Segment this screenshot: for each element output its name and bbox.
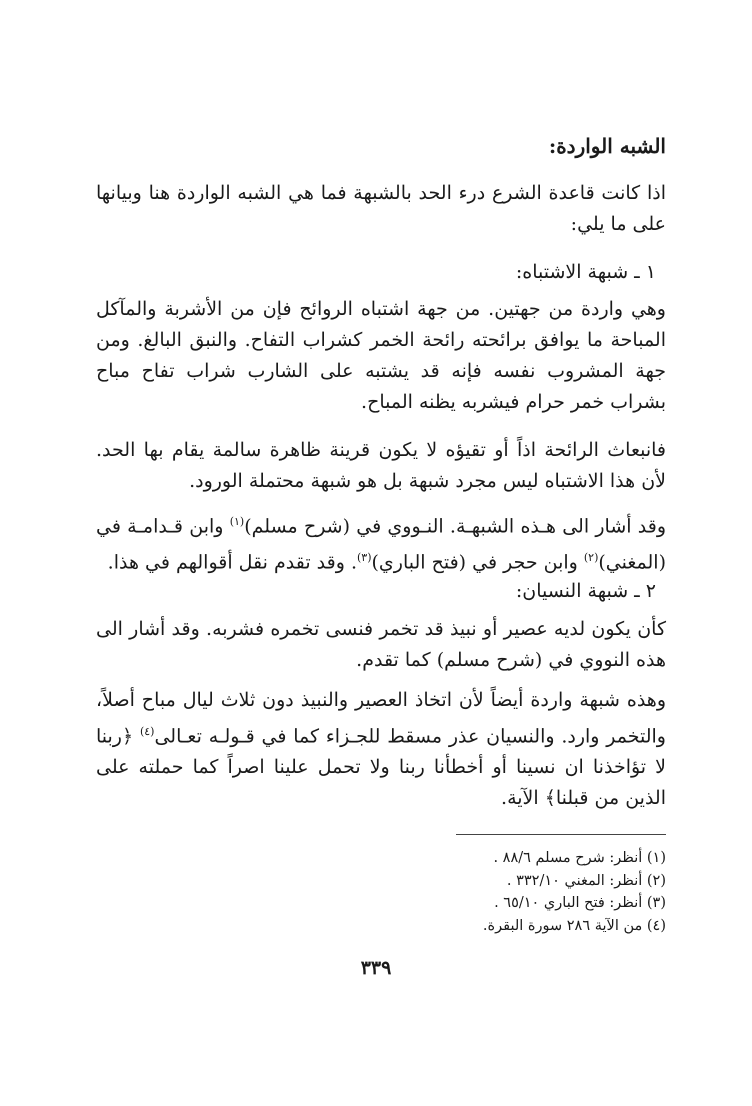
item1-paragraph-3-text-c: وابن حجر في (فتح الباري) — [371, 551, 584, 574]
footnote-3: (٣) أنظر: فتح الباري ٦٥/١٠ . — [494, 895, 666, 911]
intro-paragraph: اذا كانت قاعدة الشرع درء الحد بالشبهة فما هي الشبه الواردة هنا وبيانها على ما يلي: — [96, 182, 666, 235]
footnotes — [483, 847, 666, 937]
item1-paragraph-3 — [96, 506, 666, 579]
item2-paragraph-2-text-a: وهذه شبهة واردة أيضاً لأن اتخاذ العصير والنبيذ دون ثلاث ليال مباح أصلاً، والتخمر وارد. والنسيان عذر مسقط للجـزاء كما في قـولـه تعـالى — [96, 689, 666, 748]
item1-title: ١ ـ شبهة الاشتباه: — [515, 261, 656, 283]
item2-paragraph-2-text-b: ﴿ربنا لا تؤاخذنا ان نسينا أو أخطأنا ربنا ولا تحمل علينا اصراً كما حملته على الذين من قبلنا﴾ الآية. — [96, 725, 666, 810]
footnote-ref-1: (١) — [229, 515, 245, 528]
footnote-ref-4: (٤) — [139, 725, 155, 738]
item2-title: ٢ ـ شبهة النسيان: — [515, 580, 656, 602]
footnote-ref-2: (٢) — [583, 551, 599, 565]
section-title: الشبه الواردة: — [548, 134, 666, 158]
item2-paragraph-2 — [96, 685, 666, 814]
item1-paragraph-2: فانبعاث الرائحة اذاً أو تقيؤه لا يكون قرينة ظاهرة سالمة يقام بها الحد. لأن هذا الاشتباه ليس مجرد شبهة بل هو شبهة محتملة الورود. — [96, 439, 666, 492]
footnote-4: (٤) من الآية ٢٨٦ سورة البقرة. — [482, 917, 666, 934]
item1-paragraph-3-text-a: وقد أشار الى هـذه الشبهـة. النـووي في (شرح مسلم) — [244, 515, 667, 538]
item1-paragraph-1: وهي واردة من جهتين. من جهة اشتباه الروائح فإن من الأشربة والمآكل المباحة ما يوافق برائحته رائحة الخمر كشراب التفاح. والنبق البالغ. ومن جهة المشروب نفسه فإنه قد يشتبه على الشارب شراب تفاح مباح بشراب خمر حرام فيشربه يظنه المباح. — [96, 298, 666, 413]
page-number: ٣٣٩ — [360, 957, 392, 979]
footnote-1: (١) أنظر: شرح مسلم ٨٨/٦ . — [493, 850, 666, 866]
item1-paragraph-3-text-b: وابن قـدامـة في (المغني) — [96, 515, 666, 574]
footnote-2: (٢) أنظر: المغني ٣٣٢/١٠ . — [506, 872, 666, 889]
item1-paragraph-3-text-d: . وقد تقدم نقل أقوالهم في هذا. — [107, 551, 357, 574]
footnote-divider — [456, 834, 666, 835]
item2-paragraph-1: كأن يكون لديه عصير أو نبيذ قد تخمر فنسى تخمره فشربه. وقد أشار الى هذه النووي في (شرح مسلم) كما تقدم. — [96, 618, 666, 671]
footnote-ref-3: (٣) — [356, 551, 372, 565]
